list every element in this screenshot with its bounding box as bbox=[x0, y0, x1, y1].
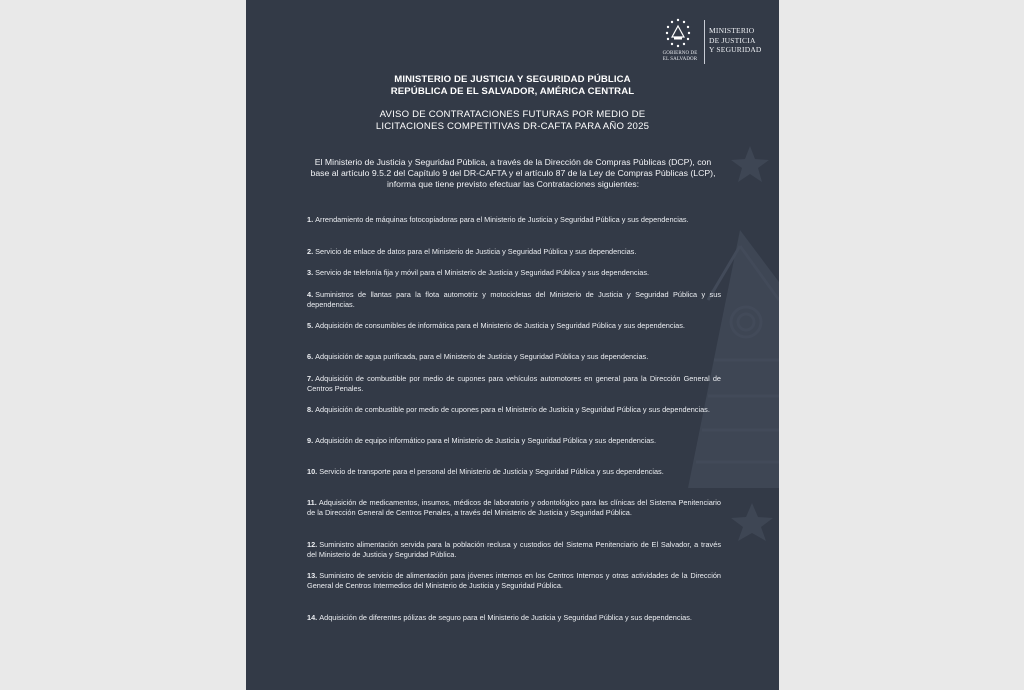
intro-paragraph: El Ministerio de Justicia y Seguridad Pública, a través de la Dirección de Compras Públicas (DCP), con base al artículo 9.5.2 del Capítulo 9 del DR-CAFTA y el artículo 87 de la Ley de Compras Públicas (LCP), informa que tiene previsto efectuar las Contrataciones siguientes: bbox=[310, 157, 716, 189]
item-text: Adquisición de combustible por medio de cupones para vehículos automotores en general para la Dirección General de Centros Penales. bbox=[307, 374, 721, 393]
item-text: Suministros de llantas para la flota automotriz y motocicletas del Ministerio de Justicia y Seguridad Pública y sus dependencias. bbox=[307, 290, 721, 309]
ministry-logo-line: MINISTERIO bbox=[709, 26, 755, 35]
list-item bbox=[307, 268, 721, 278]
item-number: 14. bbox=[307, 613, 318, 622]
notice-title bbox=[346, 109, 679, 133]
item-text: Arrendamiento de máquinas fotocopiadoras para el Ministerio de Justicia y Seguridad Pública y sus dependencias. bbox=[315, 215, 689, 224]
list-item bbox=[307, 321, 721, 331]
item-text: Adquisición de agua purificada, para el Ministerio de Justicia y Seguridad Pública y sus dependencias. bbox=[315, 352, 649, 361]
item-text: Servicio de telefonía fija y móvil para el Ministerio de Justicia y Seguridad Pública y sus dependencias. bbox=[315, 268, 650, 277]
list-item bbox=[307, 290, 721, 310]
item-text: Suministro alimentación servida para la población reclusa y custodios del Sistema Penitenciario de El Salvador, a través del Ministerio de Justicia y Seguridad Pública. bbox=[307, 540, 721, 559]
notice-poster bbox=[246, 0, 779, 690]
list-item bbox=[307, 247, 721, 257]
list-item bbox=[307, 405, 721, 415]
item-text: Adquisición de consumibles de informática para el Ministerio de Justicia y Seguridad Pública y sus dependencias. bbox=[315, 321, 685, 330]
el-salvador-coat-of-arms-icon bbox=[663, 18, 693, 50]
item-number: 9. bbox=[307, 436, 314, 445]
item-number: 8. bbox=[307, 405, 314, 414]
list-item bbox=[307, 540, 721, 560]
item-number: 5. bbox=[307, 321, 314, 330]
item-number: 6. bbox=[307, 352, 314, 361]
header-title: MINISTERIO DE JUSTICIA Y SEGURIDAD PÚBLICA bbox=[394, 74, 631, 85]
item-number: 12. bbox=[307, 540, 318, 549]
item-number: 3. bbox=[307, 268, 314, 277]
star-watermark-icon bbox=[731, 146, 769, 182]
item-text: Servicio de enlace de datos para el Ministerio de Justicia y Seguridad Pública y sus dependencias. bbox=[315, 247, 637, 256]
notice-title-line: AVISO DE CONTRATACIONES FUTURAS POR MEDIO DE bbox=[379, 109, 646, 120]
list-item bbox=[307, 436, 721, 446]
item-number: 4. bbox=[307, 290, 314, 299]
item-number: 1. bbox=[307, 215, 314, 224]
logo-divider bbox=[704, 20, 705, 64]
notice-title-line: LICITACIONES COMPETITIVAS DR-CAFTA PARA AÑO 2025 bbox=[375, 121, 650, 132]
list-item bbox=[307, 352, 721, 362]
list-item bbox=[307, 467, 721, 477]
item-text: Adquisición de diferentes pólizas de seguro para el Ministerio de Justicia y Seguridad Pública y sus dependencias. bbox=[319, 613, 692, 622]
header-subtitle: REPÚBLICA DE EL SALVADOR, AMÉRICA CENTRAL bbox=[390, 86, 635, 97]
document-header bbox=[346, 74, 679, 98]
list-item bbox=[307, 613, 721, 623]
item-text: Adquisición de combustible por medio de cupones para el Ministerio de Justicia y Seguridad Pública y sus dependencias. bbox=[315, 405, 710, 414]
government-label: GOBIERNO DE EL SALVADOR bbox=[662, 51, 698, 62]
item-text: Adquisición de medicamentos, insumos, médicos de laboratorio y odontológico para las clínicas del Sistema Penitenciario de la Dirección General de Centros Penales, a través del Ministerio de Justicia y Seguridad Pública. bbox=[307, 498, 721, 517]
star-watermark-icon bbox=[731, 503, 773, 541]
item-text: Suministro de servicio de alimentación para jóvenes internos en los Centros Internos y otras actividades de la Dirección General de Centros Intermedios del Ministerio de Justicia y Seguridad Pública. bbox=[307, 571, 721, 590]
item-number: 11. bbox=[307, 498, 317, 507]
ministry-logo bbox=[660, 18, 772, 66]
list-item bbox=[307, 571, 721, 591]
item-text: Servicio de transporte para el personal del Ministerio de Justicia y Seguridad Pública y sus dependencias. bbox=[319, 467, 664, 476]
ministry-logo-line: DE JUSTICIA bbox=[709, 35, 756, 45]
list-item bbox=[307, 215, 721, 225]
item-text: Adquisición de equipo informático para el Ministerio de Justicia y Seguridad Pública y sus dependencias. bbox=[315, 436, 656, 445]
item-number: 13. bbox=[307, 571, 318, 580]
list-item bbox=[307, 374, 721, 394]
item-number: 10. bbox=[307, 467, 318, 476]
ministry-logo-text bbox=[709, 26, 779, 55]
item-number: 7. bbox=[307, 374, 314, 383]
item-number: 2. bbox=[307, 247, 314, 256]
ministry-logo-line: Y SEGURIDAD bbox=[709, 45, 762, 54]
list-item bbox=[307, 498, 721, 518]
